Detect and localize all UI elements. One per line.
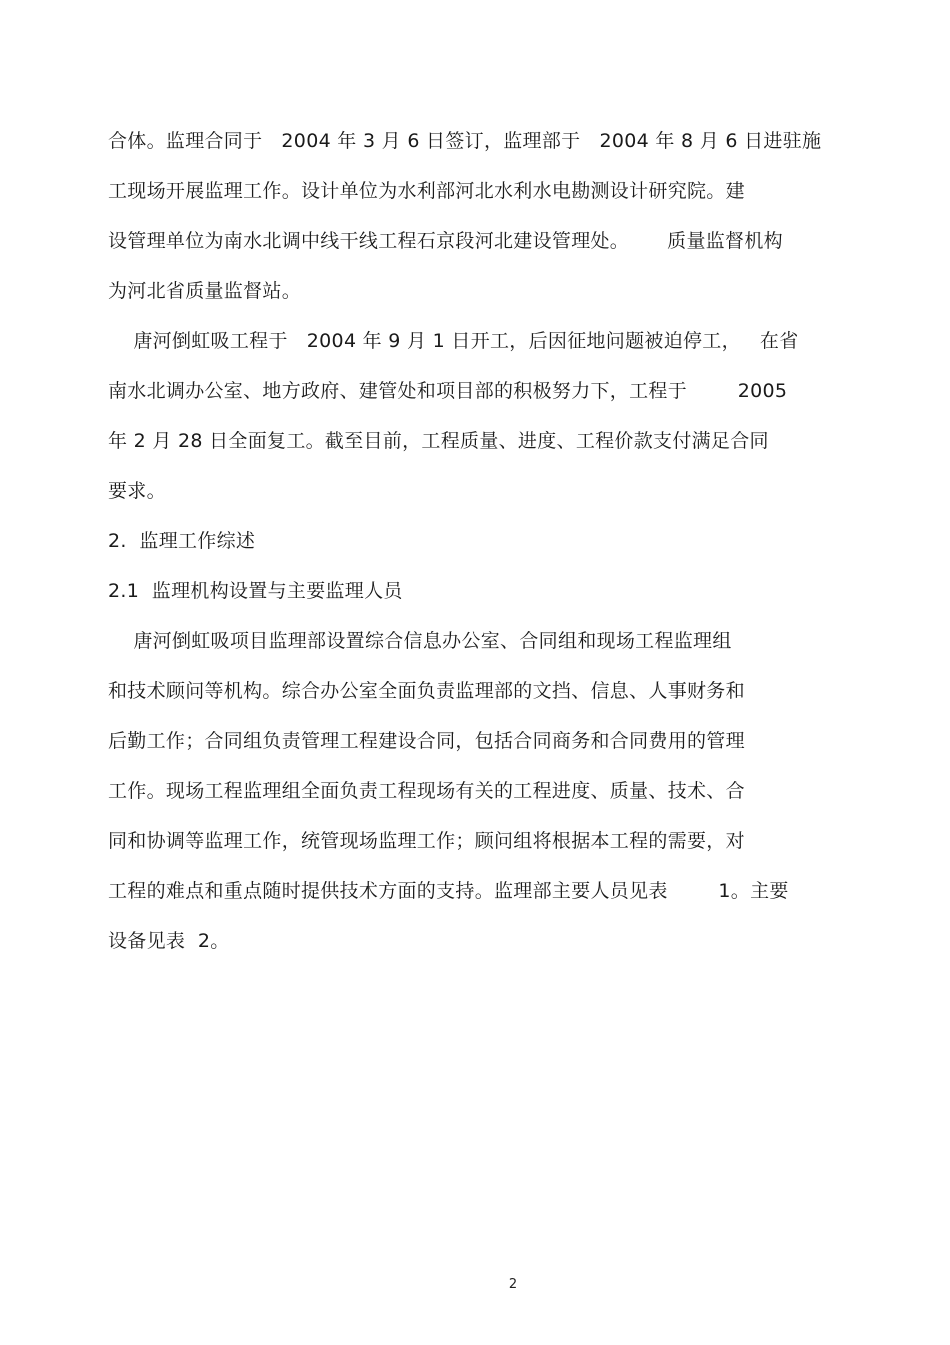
paragraph-2-line-2: 南水北调办公室、地方政府、建管处和项目部的积极努力下，工程于 2005 — [108, 380, 788, 402]
paragraph-3-line-3: 后勤工作；合同组负责管理工程建设合同，包括合同商务和合同费用的管理 — [108, 730, 745, 752]
paragraph-2-line-1: 唐河倒虹吸工程于 2004 年 9 月 1 日开工，后因征地问题被迫停工， 在省 — [108, 330, 799, 352]
subsection-heading: 2.1 监理机构设置与主要监理人员 — [108, 580, 403, 602]
page-number: 2 — [508, 1277, 518, 1292]
paragraph-3-line-1: 唐河倒虹吸项目监理部设置综合信息办公室、合同组和现场工程监理组 — [108, 630, 732, 652]
paragraph-1-line-3: 设管理单位为南水北调中线干线工程石京段河北建设管理处。 质量监督机构 — [108, 230, 783, 252]
paragraph-2-line-3: 年 2 月 28 日全面复工。截至目前，工程质量、进度、工程价款支付满足合同 — [108, 430, 769, 452]
paragraph-1-line-2: 工现场开展监理工作。设计单位为水利部河北水利水电勘测设计研究院。建 — [108, 180, 745, 202]
paragraph-2-line-4: 要求。 — [108, 480, 166, 502]
paragraph-1-line-4: 为河北省质量监督站。 — [108, 280, 302, 302]
paragraph-3-line-2: 和技术顾问等机构。综合办公室全面负责监理部的文挡、信息、人事财务和 — [108, 680, 745, 702]
paragraph-3-line-5: 同和协调等监理工作，统管现场监理工作；顾问组将根据本工程的需要，对 — [108, 830, 745, 852]
paragraph-3-line-6: 工程的难点和重点随时提供技术方面的支持。监理部主要人员见表 1。主要 — [108, 880, 789, 902]
section-heading: 2. 监理工作综述 — [108, 530, 256, 552]
paragraph-3-line-4: 工作。现场工程监理组全面负责工程现场有关的工程进度、质量、技术、合 — [108, 780, 745, 802]
paragraph-3-line-7: 设备见表 2。 — [108, 930, 230, 952]
paragraph-1-line-1: 合体。监理合同于 2004 年 3 月 6 日签订，监理部于 2004 年 8 月 6 日进驻施 — [108, 130, 822, 152]
